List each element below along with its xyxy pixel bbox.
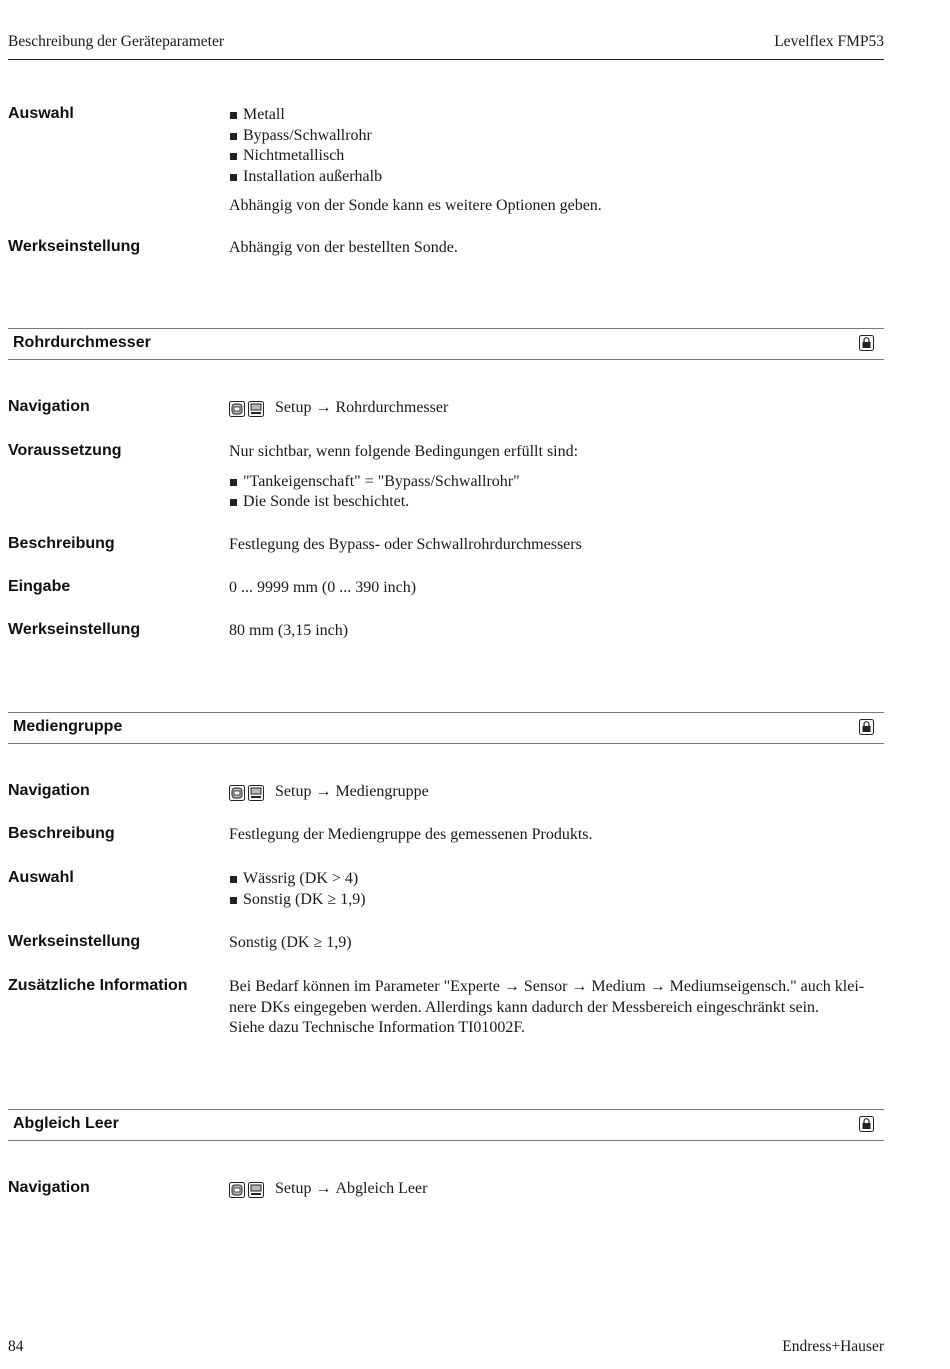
navigation-label: Navigation	[8, 398, 90, 415]
list-item: Nichtmetallisch	[229, 146, 884, 167]
list-item: "Tankeigenschaft" = "Bypass/Schwallrohr"	[229, 472, 884, 493]
nav-target: Abgleich Leer	[335, 1180, 428, 1197]
section-rohrdurchmesser	[8, 328, 884, 360]
auswahl-label: Auswahl	[8, 869, 74, 886]
navigation-path	[229, 1179, 884, 1203]
nav-target: Rohrdurchmesser	[335, 399, 449, 416]
eingabe-value: 0 ... 9999 mm (0 ... 390 inch)	[229, 579, 417, 596]
auswahl-value	[229, 869, 884, 910]
beschreibung-label: Beschreibung	[8, 825, 115, 842]
navigation-label: Navigation	[8, 1179, 90, 1196]
auswahl-list	[229, 105, 884, 187]
nav-icons	[229, 401, 267, 422]
section-mediengruppe	[8, 712, 884, 744]
voraussetzung-intro: Nur sichtbar, wenn folgende Bedingungen erfüllt sind:	[229, 443, 579, 460]
footer-brand: Endress+Hauser	[782, 1338, 884, 1355]
navigation-path	[229, 782, 884, 806]
beschreibung-label: Beschreibung	[8, 535, 115, 552]
section-title: Abgleich Leer	[13, 1115, 119, 1132]
lock-icon	[859, 719, 874, 735]
text-line: Siehe dazu Technische Information TI01002F.	[229, 1019, 526, 1036]
beschreibung-value: Festlegung der Mediengruppe des gemessenen Produkts.	[229, 826, 593, 843]
auswahl-list	[229, 869, 884, 910]
section-title: Rohrdurchmesser	[13, 334, 151, 351]
section-title: Mediengruppe	[13, 718, 123, 735]
lock-icon	[859, 1116, 874, 1132]
werkseinstellung-label: Werkseinstellung	[8, 621, 141, 638]
voraussetzung-value	[229, 442, 884, 513]
zusaetzliche-information-label: Zusätzliche Information	[8, 977, 188, 994]
werkseinstellung-value: Sonstig (DK ≥ 1,9)	[229, 934, 352, 951]
text-line: Bei Bedarf können im Parameter "Experte → Sensor → Medium → Mediumseigensch." auch klei-	[229, 978, 865, 995]
list-item: Metall	[229, 105, 884, 126]
lock-icon	[859, 335, 874, 351]
nav-arrow: →	[315, 1180, 332, 1197]
nav-root: Setup	[275, 399, 312, 416]
nav-root: Setup	[275, 1180, 312, 1197]
navigation-path	[229, 398, 884, 422]
display-icon	[248, 401, 264, 417]
text-line: nere DKs eingegeben werden. Allerdings kann dadurch der Messbereich eingeschränkt sein.	[229, 998, 820, 1016]
list-item: Installation außerhalb	[229, 167, 884, 188]
werkseinstellung-value: 80 mm (3,15 inch)	[229, 622, 349, 639]
page-number: 84	[8, 1338, 24, 1355]
list-item: Bypass/Schwallrohr	[229, 126, 884, 147]
auswahl-label: Auswahl	[8, 105, 74, 122]
nav-target: Mediengruppe	[335, 783, 429, 800]
operating-tool-icon	[229, 401, 245, 417]
list-item: Wässrig (DK > 4)	[229, 869, 884, 890]
header-section-title: Beschreibung der Geräteparameter	[8, 33, 225, 50]
auswahl-note: Abhängig von der Sonde kann es weitere Optionen geben.	[229, 197, 602, 214]
operating-tool-icon	[229, 1182, 245, 1198]
auswahl-value	[229, 105, 884, 217]
list-item: Die Sonde ist beschichtet.	[229, 492, 884, 513]
eingabe-label: Eingabe	[8, 578, 71, 595]
navigation-label: Navigation	[8, 782, 90, 799]
header-product-name: Levelflex FMP53	[774, 33, 884, 50]
nav-icons	[229, 1182, 267, 1203]
nav-arrow: →	[315, 399, 332, 416]
page-header	[8, 33, 884, 60]
voraussetzung-label: Voraussetzung	[8, 442, 122, 459]
display-icon	[248, 1182, 264, 1198]
nav-icons	[229, 785, 267, 806]
werkseinstellung-value: Abhängig von der bestellten Sonde.	[229, 239, 458, 256]
nav-root: Setup	[275, 783, 312, 800]
operating-tool-icon	[229, 785, 245, 801]
werkseinstellung-label: Werkseinstellung	[8, 238, 141, 255]
section-abgleich-leer	[8, 1109, 884, 1141]
zusaetzliche-information-value	[229, 977, 884, 1039]
voraussetzung-list	[229, 472, 884, 513]
beschreibung-value: Festlegung des Bypass- oder Schwallrohrdurchmessers	[229, 536, 582, 553]
werkseinstellung-label: Werkseinstellung	[8, 933, 141, 950]
nav-arrow: →	[315, 783, 332, 800]
display-icon	[248, 785, 264, 801]
list-item: Sonstig (DK ≥ 1,9)	[229, 890, 884, 911]
